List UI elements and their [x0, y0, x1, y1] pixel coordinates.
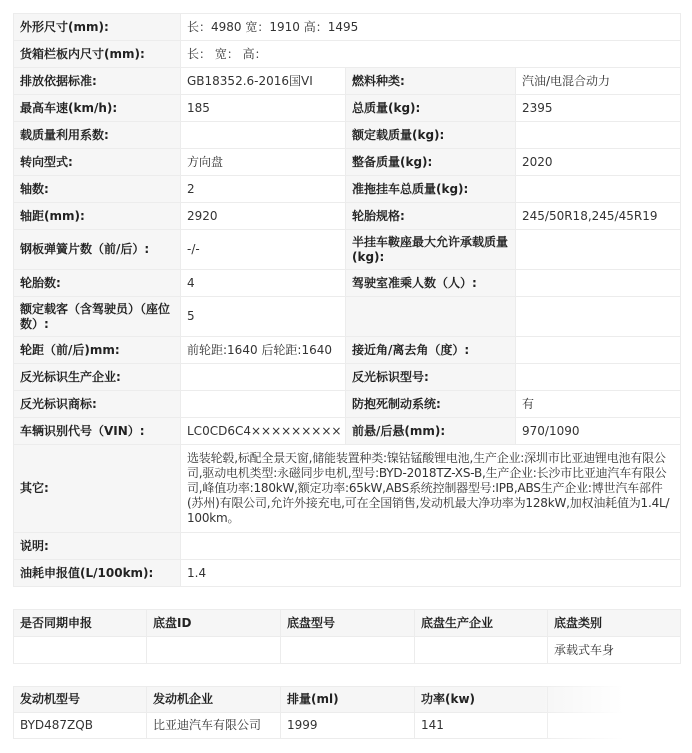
spec-value: 185 [181, 95, 346, 122]
spec-row [14, 391, 681, 418]
spec-label: 车辆识别代号（VIN）: [14, 418, 181, 445]
spec-label: 驾驶室准乘人数（人）: [346, 270, 516, 297]
spec-label: 额定载质量(kg): [346, 122, 516, 149]
spec-row [14, 68, 681, 95]
spec-label: 最高车速(km/h): [14, 95, 181, 122]
spec-value [181, 364, 346, 391]
spec-row [14, 230, 681, 270]
spec-label: 反光标识商标: [14, 391, 181, 418]
spec-row [14, 176, 681, 203]
spec-value: 4 [181, 270, 346, 297]
spec-row [14, 364, 681, 391]
spec-row [14, 337, 681, 364]
spec-value: 2 [181, 176, 346, 203]
spec-value: 1.4 [181, 560, 681, 587]
engine-header-row [14, 687, 681, 713]
spec-label: 额定载客（含驾驶员）（座位数）: [14, 297, 181, 337]
engine-header: 功率(kw) [415, 687, 548, 713]
engine-cell: 141 [415, 713, 548, 739]
spec-row [14, 149, 681, 176]
spec-value [516, 176, 681, 203]
spec-label: 总质量(kg): [346, 95, 516, 122]
spec-label: 接近角/离去角（度）: [346, 337, 516, 364]
chassis-cell [415, 637, 548, 664]
engine-header: 发动机型号 [14, 687, 147, 713]
spec-label: 轴数: [14, 176, 181, 203]
spec-value: 有 [516, 391, 681, 418]
spec-row [14, 560, 681, 587]
spec-label: 货箱栏板内尺寸(mm): [14, 41, 181, 68]
chassis-header-row [14, 610, 681, 637]
spec-value: 970/1090 [516, 418, 681, 445]
spec-label: 轴距(mm): [14, 203, 181, 230]
spec-value: 选装轮毂,标配全景天窗,储能装置种类:镍钴锰酸锂电池,生产企业:深圳市比亚迪锂电池有限公司,驱动电机类型:永磁同步电机,型号:BYD-2018TZ-XS-B,生产企业:长沙市比亚迪汽车有限公司,峰值功率:180kW,额定功率:65kW,ABS系统控制器型号:IPB,ABS生产企业:博世汽车部件(苏州)有限公司,允许外接充电,可在全国销售,发动机最大净功率为128kW,加权油耗值为1.4L/100km。 [181, 445, 681, 533]
spec-label: 燃料种类: [346, 68, 516, 95]
spec-row [14, 270, 681, 297]
chassis-header: 是否同期申报 [14, 610, 147, 637]
chassis-header: 底盘ID [147, 610, 281, 637]
spec-value: 汽油/电混合动力 [516, 68, 681, 95]
spec-label: 反光标识生产企业: [14, 364, 181, 391]
spec-value [516, 270, 681, 297]
spec-label: 排放依据标准: [14, 68, 181, 95]
spec-label: 外形尺寸(mm): [14, 14, 181, 41]
engine-header [548, 687, 681, 713]
spec-row [14, 418, 681, 445]
spec-value [181, 122, 346, 149]
spec-value: 2020 [516, 149, 681, 176]
engine-cell: 1999 [281, 713, 415, 739]
spec-value [516, 230, 681, 270]
spec-label: 说明: [14, 533, 181, 560]
spec-value [181, 533, 681, 560]
spec-value: 方向盘 [181, 149, 346, 176]
engine-header: 发动机企业 [147, 687, 281, 713]
spec-row [14, 122, 681, 149]
chassis-header: 底盘生产企业 [415, 610, 548, 637]
spec-label: 反光标识型号: [346, 364, 516, 391]
spec-row [14, 445, 681, 533]
spec-label: 转向型式: [14, 149, 181, 176]
engine-header: 排量(ml) [281, 687, 415, 713]
chassis-header: 底盘类别 [548, 610, 681, 637]
spec-value [516, 122, 681, 149]
spec-value: 2920 [181, 203, 346, 230]
spec-value: 2395 [516, 95, 681, 122]
spec-label: 其它: [14, 445, 181, 533]
spec-value [516, 297, 681, 337]
chassis-header: 底盘型号 [281, 610, 415, 637]
spec-value [516, 364, 681, 391]
spec-value [516, 337, 681, 364]
spec-row [14, 41, 681, 68]
engine-table [13, 686, 681, 739]
chassis-cell [147, 637, 281, 664]
engine-cell [548, 713, 681, 739]
engine-cell: BYD487ZQB [14, 713, 147, 739]
spec-label [346, 297, 516, 337]
spec-value: LC0CD6C4××××××××× [181, 418, 346, 445]
spec-value: 长：4980 宽：1910 高：1495 [181, 14, 681, 41]
chassis-table [13, 609, 681, 664]
spec-label: 载质量利用系数: [14, 122, 181, 149]
spec-label: 油耗申报值(L/100km): [14, 560, 181, 587]
spec-value: GB18352.6-2016国VI [181, 68, 346, 95]
chassis-cell: 承载式车身 [548, 637, 681, 664]
spec-value: -/- [181, 230, 346, 270]
spec-row [14, 297, 681, 337]
spec-value: 245/50R18,245/45R19 [516, 203, 681, 230]
spec-value: 长： 宽： 高： [181, 41, 681, 68]
spec-row [14, 533, 681, 560]
chassis-body [14, 610, 681, 664]
spec-label: 轮胎数: [14, 270, 181, 297]
spec-label: 半挂车鞍座最大允许承载质量(kg): [346, 230, 516, 270]
engine-row [14, 713, 681, 739]
spec-label: 轮距（前/后)mm: [14, 337, 181, 364]
spec-value: 5 [181, 297, 346, 337]
spec-row [14, 95, 681, 122]
vehicle-spec-table [13, 13, 681, 587]
spec-label: 准拖挂车总质量(kg): [346, 176, 516, 203]
chassis-row [14, 637, 681, 664]
spec-label: 整备质量(kg): [346, 149, 516, 176]
spec-label: 前悬/后悬(mm): [346, 418, 516, 445]
spec-label: 防抱死制动系统: [346, 391, 516, 418]
chassis-cell [281, 637, 415, 664]
vehicle-spec-body [14, 14, 681, 587]
spec-row [14, 203, 681, 230]
spec-label: 钢板弹簧片数（前/后）: [14, 230, 181, 270]
spec-value [181, 391, 346, 418]
engine-cell: 比亚迪汽车有限公司 [147, 713, 281, 739]
spec-value: 前轮距:1640 后轮距:1640 [181, 337, 346, 364]
engine-body [14, 687, 681, 739]
spec-label: 轮胎规格: [346, 203, 516, 230]
chassis-cell [14, 637, 147, 664]
spec-row [14, 14, 681, 41]
